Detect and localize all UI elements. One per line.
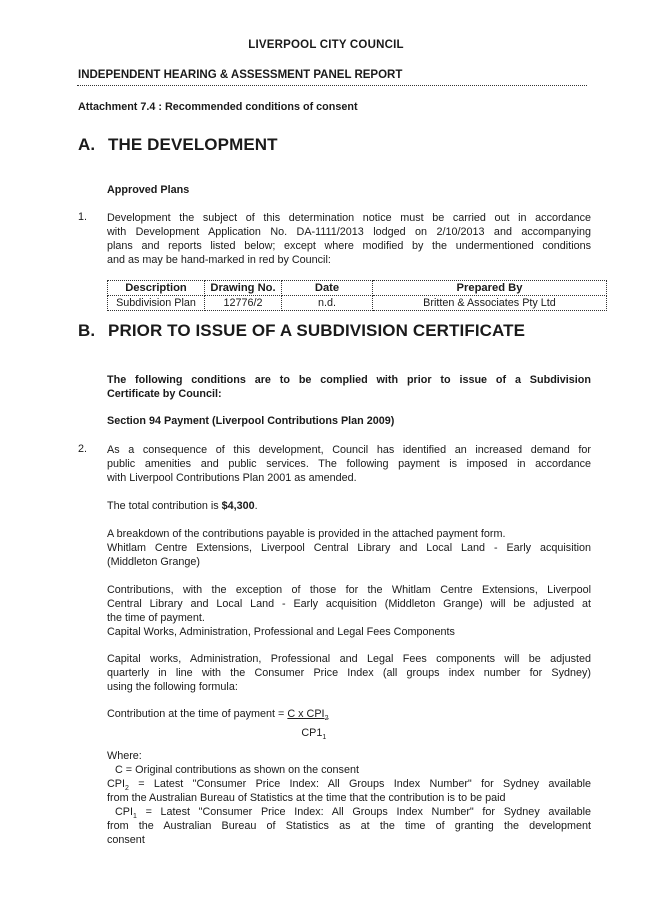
where-c-definition: C = Original contributions as shown on the consent — [115, 764, 359, 776]
condition-1-line-4: and as may be hand-marked in red by Council: — [107, 254, 331, 266]
approved-plans-subheading: Approved Plans — [107, 184, 190, 196]
total-contribution-label: The total contribution is — [107, 500, 222, 512]
section-94-subheading: Section 94 Payment (Liverpool Contributions Plan 2009) — [107, 415, 395, 427]
header-divider — [77, 85, 587, 86]
consequence-line-3: with Liverpool Contributions Plan 2001 as amended. — [107, 472, 357, 484]
formula-numerator-sub: 2 — [324, 715, 329, 723]
cpi1-symbol: CPI — [115, 806, 133, 818]
attachment-title: Attachment 7.4 : Recommended conditions of consent — [78, 101, 358, 113]
formula-fraction — [287, 707, 328, 745]
consequence-line-2: public amenities and public services. The following payment is imposed in accordance — [107, 458, 591, 470]
section-a-letter: A. — [78, 135, 96, 154]
table-cell-date: n.d. — [282, 296, 373, 311]
contributions-line-2: Central Library and Local Land - Early acquisition (Middleton Grange) will be adjusted at — [107, 598, 591, 610]
report-title: INDEPENDENT HEARING & ASSESSMENT PANEL REPORT — [78, 69, 403, 81]
section-b-intro-line-2: Certificate by Council: — [107, 388, 222, 400]
condition-1-line-1: Development the subject of this determination notice must be carried out in accordance — [107, 212, 591, 224]
table-row — [108, 296, 607, 311]
section-b-letter: B. — [78, 321, 96, 340]
condition-1-line-3: plans and reports listed below; except where modified by the undermentioned conditions — [107, 240, 591, 252]
total-contribution — [107, 499, 591, 513]
breakdown-line-2: Whitlam Centre Extensions, Liverpool Central Library and Local Land - Early acquisition — [107, 542, 591, 554]
cpi-formula — [107, 707, 328, 745]
total-contribution-amount: $4,300 — [221, 500, 255, 512]
section-a-title: THE DEVELOPMENT — [108, 135, 278, 154]
cpi2-text: = Latest "Consumer Price Index: All Groups Index Number" for Sydney available — [128, 778, 591, 790]
section-b-heading — [78, 321, 525, 341]
breakdown-line-1: A breakdown of the contributions payable is provided in the attached payment form. — [107, 528, 506, 540]
section-b-title: PRIOR TO ISSUE OF A SUBDIVISION CERTIFICATE — [108, 321, 526, 340]
table-header-description: Description — [108, 281, 205, 296]
cpi2-definition-line-2: from the Australian Bureau of Statistics at the time that the contribution is to be paid — [107, 792, 506, 804]
cpi1-sub: 1 — [133, 813, 137, 821]
formula-denominator — [287, 726, 328, 745]
council-name: LIVERPOOL CITY COUNCIL — [248, 39, 404, 51]
formula-numerator-text: C x CPI — [287, 708, 325, 720]
cpi1-definition-line-3: consent — [107, 834, 145, 846]
cpi2-symbol: CPI — [107, 778, 125, 790]
table-header-row — [108, 281, 607, 296]
table-cell-description: Subdivision Plan — [108, 296, 205, 311]
approved-plans-table — [107, 280, 607, 311]
formula-prefix: Contribution at the time of payment = — [107, 708, 288, 720]
item-number-1: 1. — [78, 211, 88, 223]
breakdown-line-3: (Middleton Grange) — [107, 556, 201, 568]
consequence-line-1: As a consequence of this development, Council has identified an increased demand for — [107, 444, 591, 456]
where-label: Where: — [107, 750, 142, 762]
total-contribution-period: . — [254, 500, 258, 512]
capital-line-1: Capital works, Administration, Professional and Legal Fees components will be adjusted — [107, 653, 591, 665]
table-header-drawing-no: Drawing No. — [205, 281, 282, 296]
cpi2-sub: 2 — [125, 785, 129, 793]
cpi1-definition-line-2: from the Australian Bureau of Statistics as at the time of granting the development — [107, 820, 591, 832]
contributions-line-4: Capital Works, Administration, Professional and Legal Fees Components — [107, 626, 455, 638]
table-header-date: Date — [282, 281, 373, 296]
section-b-intro-line-1: The following conditions are to be complied with prior to issue of a Subdivision — [107, 374, 591, 386]
table-header-prepared-by: Prepared By — [373, 281, 607, 296]
section-a-heading — [78, 135, 278, 155]
condition-1-line-2: with Development Application No. DA-1111/2013 lodged on 2/10/2013 and accompanying — [107, 226, 591, 238]
capital-line-2: quarterly in line with the Consumer Price Index (all groups index number for Sydney) — [107, 667, 591, 679]
cpi1-text: = Latest "Consumer Price Index: All Groups Index Number" for Sydney available — [136, 806, 591, 818]
contributions-line-3: the time of payment. — [107, 612, 205, 624]
item-number-2: 2. — [78, 443, 88, 455]
table-cell-prepared-by: Britten & Associates Pty Ltd — [373, 296, 607, 311]
formula-numerator — [287, 707, 328, 726]
contributions-line-1: Contributions, with the exception of those for the Whitlam Centre Extensions, Liverpool — [107, 584, 591, 596]
formula-denominator-sub: 1 — [322, 734, 327, 742]
formula-denominator-text: CP1 — [301, 727, 323, 740]
capital-line-3: using the following formula: — [107, 681, 238, 693]
table-cell-drawing-no: 12776/2 — [205, 296, 282, 311]
